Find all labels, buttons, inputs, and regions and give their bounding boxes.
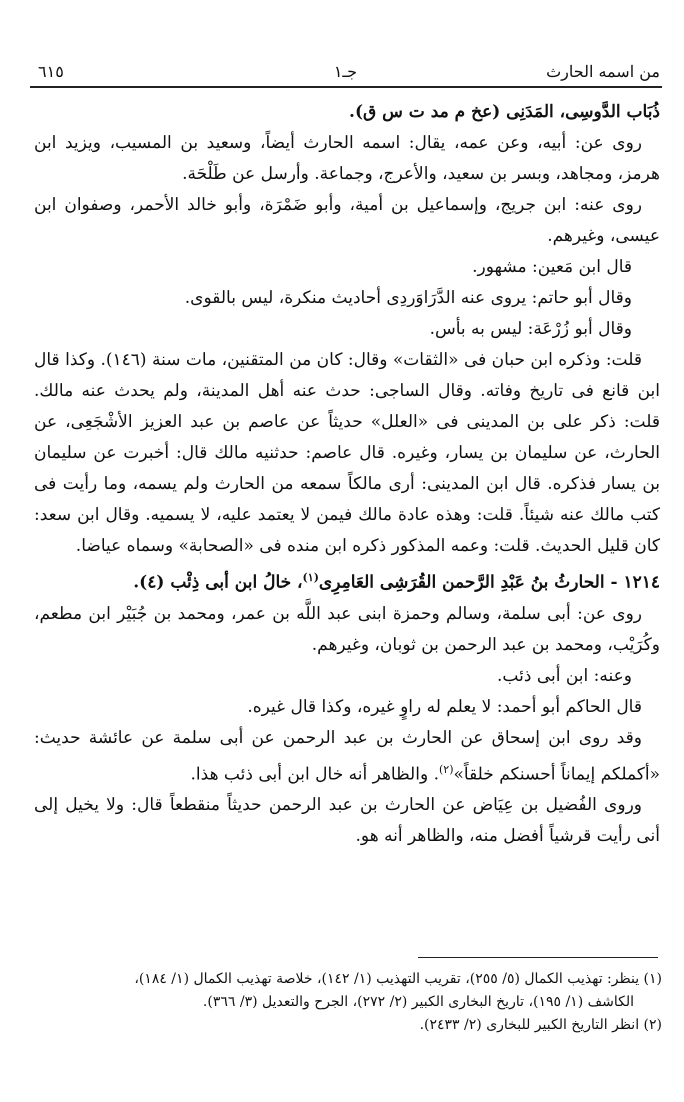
page-header — [30, 52, 660, 86]
quote-abu-zura: وقال أبو زُرْعَة: ليس به بأس. — [429, 319, 632, 339]
entry-heading-tail: ، خالُ ابن أبى ذِئْب (٤). — [133, 572, 303, 593]
footnote-ref-2: (٢) — [438, 762, 454, 776]
quote-fudayl: وروى الفُضيل بن عِيَاض عن الحارث بن عبد الرحمن حديثاً منقطعاً قال: ولا يخيل إلى أنى رأيت قرشياً أفضل منه، والظاهر أنه هو. — [34, 795, 660, 847]
running-title: من اسمه الحارث — [546, 62, 660, 81]
quote-ibn-ishaq-tail: . والظاهر أنه خال ابن أبى ذئب هذا. — [190, 764, 439, 785]
narrated-from-paragraph: روى عن: أبيه، وعن عمه، يقال: اسمه الحارث أيضاً، وسعيد بن المسيب، ويزيد ابن هرمز، ومجاهد، وبسر بن سعيد، والأعرج، وجماعة. وأرسل عن طَلْحَة. — [34, 133, 660, 184]
main-text — [34, 97, 660, 852]
volume-label: جـ١ — [333, 62, 357, 81]
footnote-rule — [418, 957, 658, 958]
quote-ibn-main: قال ابن مَعين: مشهور. — [472, 257, 632, 277]
narrated-from-paragraph-1214: روى عن: أبى سلمة، وسالم وحمزة ابنى عبد اللَّه بن عمر، ومحمد بن جُبَيْر ابن مطعم، وكُرَيْب، ومحمد بن عبد الرحمن بن ثوبان، وغيرهم. — [34, 603, 660, 655]
narrated-by-1214: وعنه: ابن أبى ذئب. — [497, 665, 632, 686]
entry-heading-dhubab: ذُبَاب الدَّوسِى، المَدَنِى (عخ م مد ت س ق). — [349, 102, 660, 122]
footnote-1-continued: الكاشف (١/ ١٩٥)، تاريخ البخارى الكبير (٢/ ٢٧٢)، الجرح والتعديل (٣/ ٣٦٦). — [202, 994, 634, 1010]
entry-heading-1214 — [34, 562, 660, 599]
footnote-1: (١) ينظر: تهذيب الكمال (٥/ ٢٥٥)، تقريب التهذيب (١/ ١٤٢)، خلاصة تهذيب الكمال (١/ ١٨٤)، — [134, 971, 662, 987]
quote-ibn-ishaq-text: وقد روى ابن إسحاق عن الحارث بن عبد الرحمن عن أبى سلمة عن عائشة حديث: «أكملكم إيماناً أحسنكم خلقاً» — [34, 727, 660, 785]
footnotes — [30, 968, 662, 1037]
header-rule — [30, 86, 662, 88]
footnote-2: (٢) انظر التاريخ الكبير للبخارى (٢/ ٢٤٣٣). — [419, 1017, 662, 1033]
quote-hakim: قال الحاكم أبو أحمد: لا يعلم له راوٍ غيره، وكذا قال غيره. — [247, 696, 642, 717]
quote-abu-hatim: وقال أبو حاتم: يروى عنه الدَّرَاوَردِى أحاديث منكرة، ليس بالقوى. — [184, 288, 632, 308]
quote-ibn-ishaq — [34, 723, 660, 791]
page-number: ٦١٥ — [38, 62, 64, 81]
footnote-ref-1: (١) — [302, 571, 319, 584]
author-comment-paragraph: قلت: وذكره ابن حبان فى «الثقات» وقال: كان من المتقنين، مات سنة (١٤٦). وكذا قال ابن قانع فى تاريخ وفاته. وقال الساجى: حدث عنه أهل المدينة، ولم يحدث عنه مالك. قلت: ذكر على بن المدينى فى «العلل» حديثاً عن عاصم بن عبد العزيز الأشْجَعِى، عن الحارث، عن سليمان بن يسار، وغيره. قال عاصم: حدثنيه مالك قال: أخبرت عن سليمان بن يسار فذكره. قال ابن المدينى: أرى مالكاً سمعه من الحارث ولم يسمه، وما رأيت فى كتب مالك عنه شيئاً. قلت: وهذه عادة مالك فيمن لا يعتمد عليه، لا يسميه. وقال ابن سعد: كان قليل الحديث. قلت: وعمه المذكور ذكره ابن منده فى «الصحابة» وسماه عياضا. — [34, 350, 660, 556]
narrated-by-paragraph: روى عنه: ابن جريج، وإسماعيل بن أمية، وأبو ضَمْرَة، وأبو خالد الأحمر، وصفوان ابن عيسى، وغيرهم. — [34, 195, 660, 246]
entry-heading-text: ١٢١٤ - الحارثُ بنُ عَبْدِ الرَّحمن القُرَشِى العَامِرِى — [318, 572, 660, 593]
